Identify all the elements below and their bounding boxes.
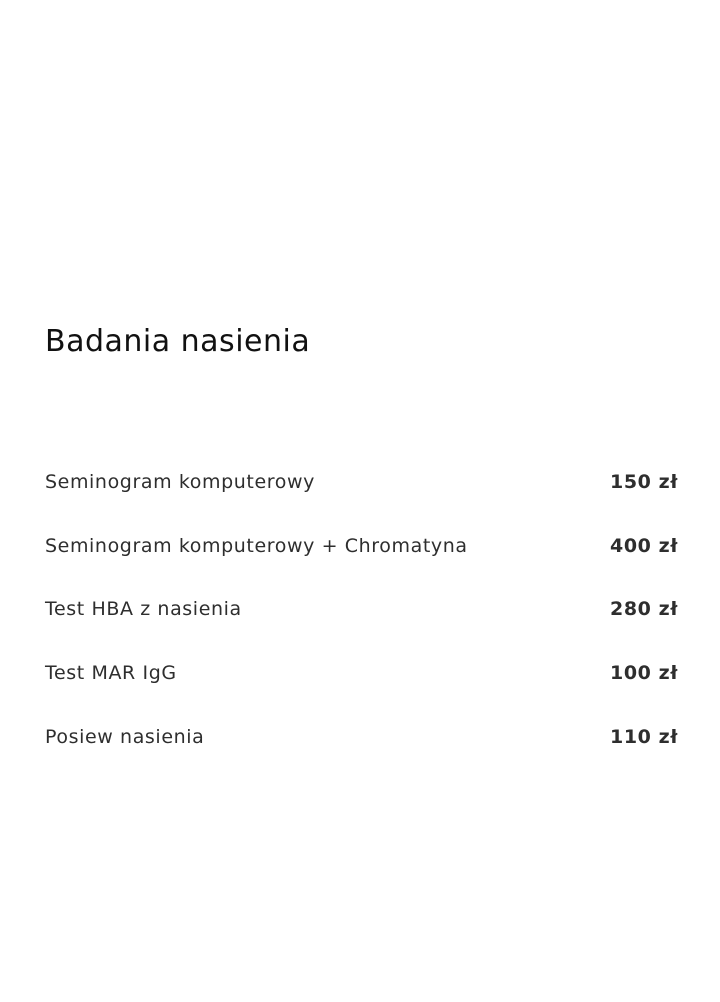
item-price: 280 zł (610, 598, 678, 621)
list-item (45, 450, 678, 514)
item-name: Seminogram komputerowy (45, 470, 315, 493)
list-item (45, 705, 678, 769)
section-title: Badania nasienia (45, 324, 311, 359)
price-section (45, 318, 678, 748)
item-name: Test MAR IgG (45, 662, 177, 685)
item-name: Seminogram komputerowy + Chromatyna (45, 534, 468, 557)
item-price: 110 zł (610, 725, 678, 748)
list-item (45, 514, 678, 578)
item-name: Test HBA z nasienia (45, 598, 242, 621)
item-price: 100 zł (610, 662, 678, 685)
price-list (45, 450, 678, 769)
list-item (45, 578, 678, 642)
item-price: 400 zł (610, 534, 678, 557)
item-name: Posiew nasienia (45, 725, 205, 748)
item-price: 150 zł (610, 470, 678, 493)
list-item (45, 641, 678, 705)
